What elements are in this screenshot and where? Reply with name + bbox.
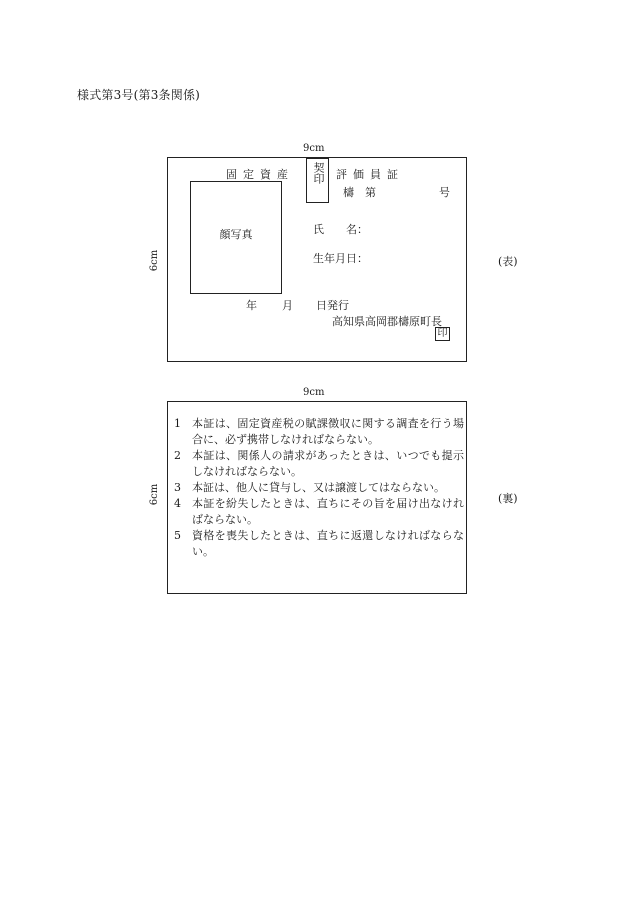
note-number: 2 [174,449,181,462]
back-card [167,401,467,594]
note-item [174,528,464,560]
note-item [174,480,464,496]
contract-seal-box [306,158,329,203]
birth-label: 生年月日： [313,252,368,265]
title-right: 評価員証 [336,168,404,181]
photo-box [190,181,282,294]
note-number: 1 [174,417,181,430]
form-label: 様式第3号(第3条関係) [77,88,201,102]
note-text: 資格を喪失したときは、直ちに返還しなければならない。 [192,529,464,558]
issue-month: 月 [282,299,293,312]
note-number: 3 [174,481,181,494]
issuer: 高知県高岡郡檮原町長 [332,315,442,328]
front-height-label: 6cm [149,249,161,272]
note-item [174,496,464,528]
note-text: 本証は、固定資産税の賦課徴収に関する調査を行う場合に、必ず携帯しなければならない。 [192,417,464,446]
notes-list [174,416,464,560]
front-side-label: (表) [498,255,518,268]
note-text: 本証は、他人に貸与し、又は譲渡してはならない。 [192,481,445,494]
number-prefix: 檮 [343,186,354,199]
number-dai: 第 [365,186,376,199]
note-text: 本証は、関係人の請求があったときは、いつでも提示しなければならない。 [192,449,464,478]
title-left: 固定資産 [226,168,294,181]
photo-label: 顔写真 [219,228,253,241]
issue-day: 日発行 [316,299,349,312]
issuer-seal: 印 [435,327,450,341]
contract-seal-label: 契印 [312,162,325,184]
issue-year: 年 [246,299,257,312]
name-label: 氏 名： [313,223,368,236]
back-width-label: 9cm [303,387,325,398]
back-side-label: (裏) [498,492,518,505]
front-card [167,157,467,362]
note-text: 本証を紛失したときは、直ちにその旨を届け出なければならない。 [192,497,464,526]
front-width-label: 9cm [303,143,325,154]
back-height-label: 6cm [149,483,161,506]
note-item [174,416,464,448]
number-go: 号 [439,186,450,199]
note-item [174,448,464,480]
note-number: 5 [174,529,181,542]
note-number: 4 [174,497,181,510]
